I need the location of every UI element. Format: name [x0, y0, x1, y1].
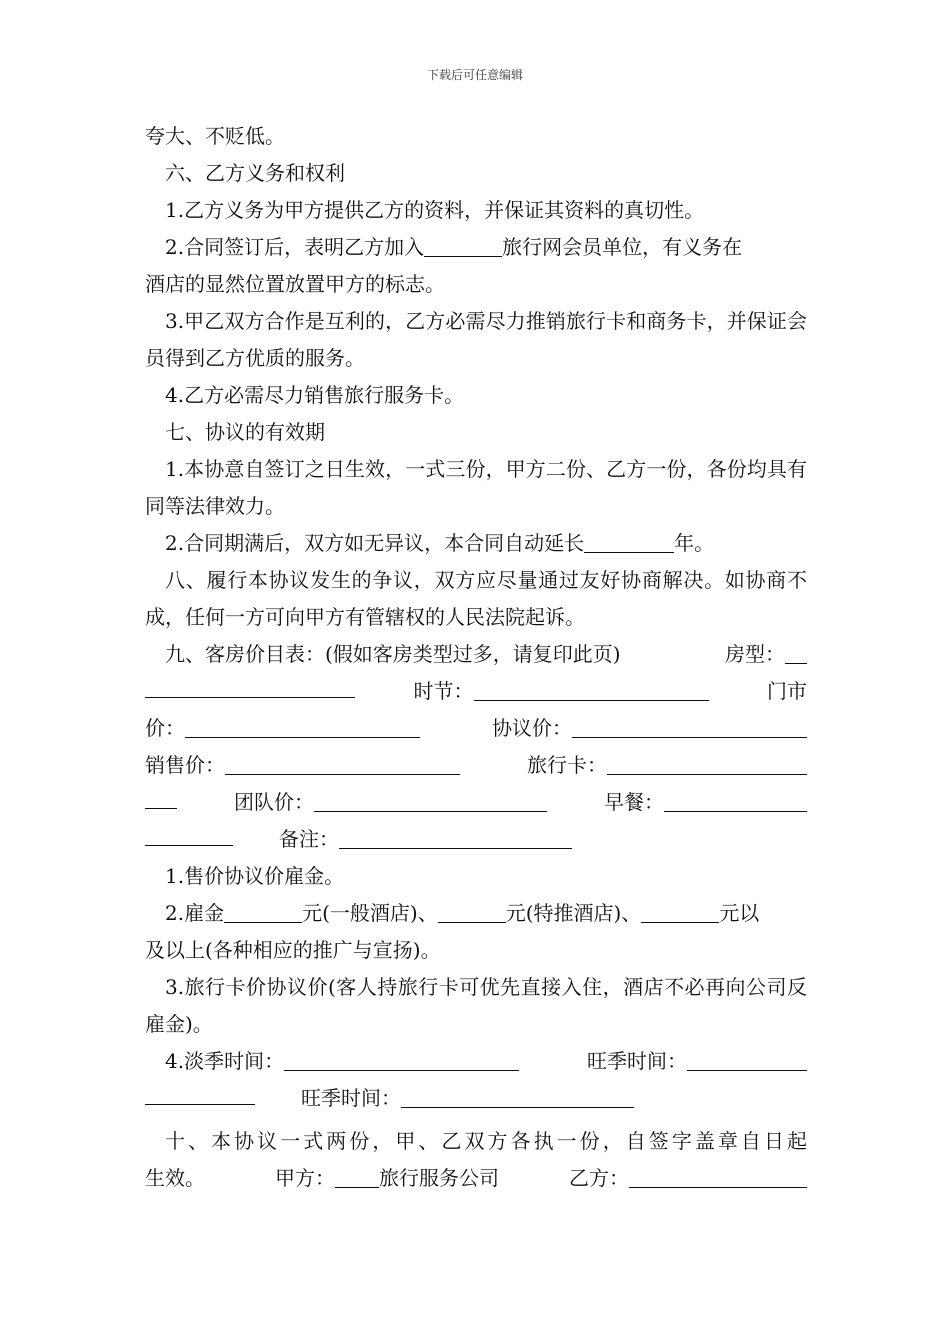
blank-season	[474, 680, 709, 701]
section-6-title: 六、乙方义务和权利	[165, 161, 345, 185]
travel-card-label: 旅行卡：	[527, 753, 607, 777]
section-6-item-4: 4.乙方必需尽力销售旅行服务卡。	[165, 383, 465, 407]
store-price-label-a: 门市	[767, 679, 807, 703]
section-9-item-3: 3.旅行卡价协议价(客人持旅行卡可优先直接入住，酒店不必再向公司反雇金)。	[145, 975, 807, 1036]
s6-2-text-a: 2.合同签订后，表明乙方加入	[165, 235, 425, 259]
section-7-item-1: 1.本协意自签订之日生效，一式三份，甲方二份、乙方一份，各份均具有同等法律效力。	[145, 457, 807, 518]
off-season-group	[165, 1043, 519, 1080]
blank-breakfast-b	[145, 825, 233, 846]
blank-party-b	[629, 1167, 807, 1188]
blank-commission-3	[641, 902, 719, 923]
remarks-row	[145, 821, 807, 858]
s9-2-text-c: 元(特推酒店)、	[505, 901, 642, 925]
agreed-price-label: 协议价：	[492, 716, 572, 740]
sale-price-label: 销售价：	[145, 753, 225, 777]
peak-season-label-2: 旺季时间：	[301, 1086, 401, 1110]
section-6-item-3: 3.甲乙双方合作是互利的，乙方必需尽力推销旅行卡和商务卡，并保证会员得到乙方优质的服务。	[145, 309, 807, 370]
s10-end: 生效。	[145, 1166, 205, 1190]
s7-2-text-b: 年。	[674, 531, 715, 555]
price-row-2	[145, 747, 807, 784]
section-10: 十、本协议一式两份，甲、乙双方各执一份，自签字盖章自日起	[165, 1129, 807, 1153]
blank-travel-card-b	[145, 788, 177, 809]
page-header: 下载后可任意编辑	[426, 68, 523, 82]
s9-2-text-a: 2.雇金	[165, 901, 225, 925]
signature-row	[145, 1160, 807, 1197]
peak-season-group-2	[301, 1080, 634, 1117]
blank-party-a	[335, 1167, 379, 1188]
agreed-price-group	[492, 710, 807, 747]
group-price-label: 团队价：	[234, 790, 314, 814]
season-group	[414, 673, 709, 710]
blank-group-price	[314, 791, 547, 812]
party-a-label: 甲方：	[275, 1166, 335, 1190]
s6-2-text-b: 旅行网会员单位，有义务在	[502, 235, 743, 259]
section-7-item-2	[145, 525, 807, 562]
section-9-title-row	[145, 636, 807, 673]
section-7-title: 七、协议的有效期	[165, 420, 325, 444]
blank-travel-card-a	[607, 754, 807, 775]
peak-season-group-1	[587, 1043, 807, 1080]
group-price-group	[234, 784, 547, 821]
store-price-group	[145, 710, 420, 747]
blank-commission-2	[438, 902, 506, 923]
section-9-title: 九、客房价目表：(假如客房类型过多，请复印此页)	[165, 642, 621, 666]
travel-card-group	[527, 747, 807, 784]
season-row	[145, 673, 807, 710]
s7-2-text-a: 2.合同期满后，双方如无异议，本合同自动延长	[165, 531, 585, 555]
party-b-group	[569, 1160, 807, 1197]
blank-peak-season-1b	[145, 1084, 255, 1105]
section-9-item-2	[145, 895, 807, 932]
blank-store-price	[185, 717, 420, 738]
section-6-item-2	[145, 229, 807, 266]
document-body	[145, 118, 807, 1197]
blank-extend-years	[584, 532, 674, 553]
room-type-label: 房型：	[725, 642, 785, 666]
remarks-group	[279, 821, 572, 858]
room-type-group	[725, 636, 807, 673]
sale-price-group	[145, 747, 460, 784]
section-6-item-1: 1.乙方义务为甲方提供乙方的资料，并保证其资料的真切性。	[165, 198, 705, 222]
s9-2-text-b: 元(一般酒店)、	[302, 901, 438, 925]
party-a-group	[275, 1160, 499, 1197]
blank-room-type-a	[785, 643, 807, 664]
price-row-1	[145, 710, 807, 747]
price-row-3	[145, 784, 807, 821]
blank-commission-1	[224, 902, 302, 923]
section-8: 八、履行本协议发生的争议，双方应尽量通过友好协商解决。如协商不成，任何一方可向甲方有管辖权的人民法院起诉。	[145, 568, 807, 629]
section-6-item-2-cont: 酒店的显然位置放置甲方的标志。	[145, 272, 445, 296]
store-price-label-b: 价：	[145, 716, 185, 740]
blank-breakfast-a	[664, 791, 807, 812]
section-9-item-2-cont: 及以上(各种相应的推广与宣扬)。	[145, 938, 441, 962]
party-b-label: 乙方：	[569, 1166, 629, 1190]
party-a-tail: 旅行服务公司	[379, 1166, 499, 1190]
blank-peak-season-2	[401, 1087, 634, 1108]
section-9-item-1: 1.售价协议价雇金。	[165, 864, 345, 888]
blank-travel-site	[424, 236, 502, 257]
blank-sale-price	[225, 754, 460, 775]
blank-off-season	[284, 1050, 519, 1071]
season-label: 时节：	[413, 679, 474, 703]
peak-season-row	[145, 1080, 807, 1117]
remarks-label: 备注：	[279, 827, 339, 851]
blank-remarks	[339, 828, 572, 849]
blank-agreed-price	[572, 717, 807, 738]
off-season-label: 4.淡季时间：	[165, 1049, 285, 1073]
breakfast-group	[604, 784, 807, 821]
blank-peak-season-1a	[687, 1050, 807, 1071]
blank-room-type-b	[145, 677, 355, 698]
season-time-row	[145, 1043, 807, 1080]
peak-season-label-1: 旺季时间：	[587, 1049, 687, 1073]
breakfast-label: 早餐：	[604, 790, 664, 814]
paragraph-continuation: 夸大、不贬低。	[145, 124, 285, 148]
s9-2-text-d: 元以	[719, 901, 760, 925]
